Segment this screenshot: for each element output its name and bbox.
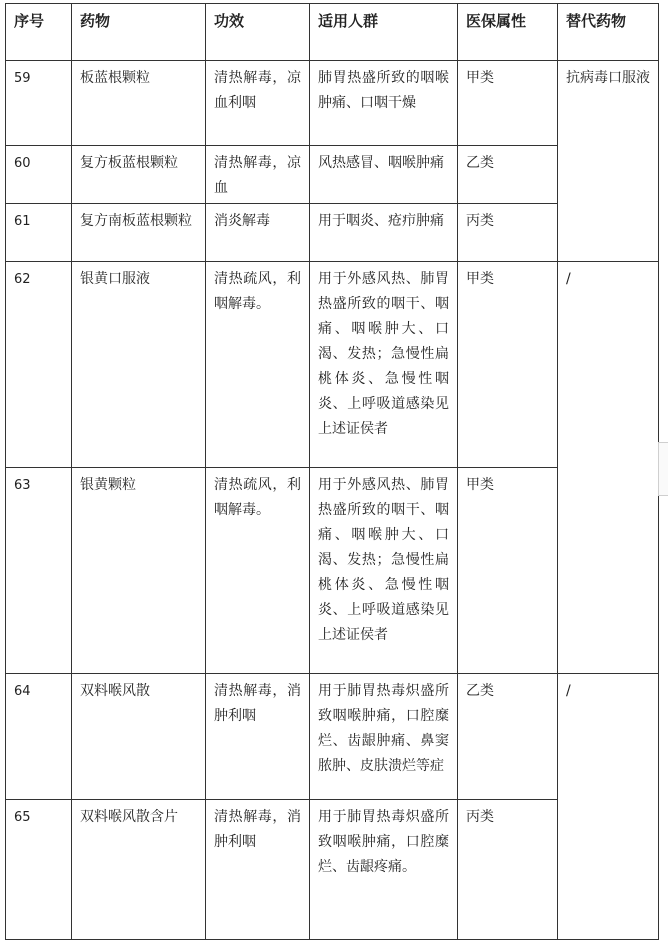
row-no: 65: [6, 800, 72, 940]
header-row: [6, 4, 659, 61]
row-effect: 清热疏风，利咽解毒。: [206, 468, 310, 674]
row-population: 用于肺胃热毒炽盛所致咽喉肿痛，口腔糜烂、齿龈疼痛。: [310, 800, 458, 940]
row-effect: 清热解毒，凉血: [206, 146, 310, 204]
row-effect: 清热疏风，利咽解毒。: [206, 262, 310, 468]
row-no: 64: [6, 674, 72, 800]
row-effect: 清热解毒，消肿利咽: [206, 674, 310, 800]
header-alternative: 替代药物: [558, 4, 659, 61]
table-row: [6, 674, 659, 800]
row-insurance: 甲类: [458, 262, 558, 468]
row-drug: 双料喉风散: [72, 674, 206, 800]
row-insurance: 乙类: [458, 146, 558, 204]
row-drug: 银黄颗粒: [72, 468, 206, 674]
row-effect: 清热解毒，凉血利咽: [206, 61, 310, 146]
table-row: [6, 61, 659, 146]
row-no: 63: [6, 468, 72, 674]
row-alternative: /: [558, 262, 659, 674]
header-drug: 药物: [72, 4, 206, 61]
row-effect: 清热解毒，消肿利咽: [206, 800, 310, 940]
row-drug: 复方南板蓝根颗粒: [72, 204, 206, 262]
row-drug: 银黄口服液: [72, 262, 206, 468]
drug-table: [5, 3, 659, 940]
row-population: 风热感冒、咽喉肿痛: [310, 146, 458, 204]
row-drug: 复方板蓝根颗粒: [72, 146, 206, 204]
row-insurance: 乙类: [458, 674, 558, 800]
row-drug: 双料喉风散含片: [72, 800, 206, 940]
row-no: 59: [6, 61, 72, 146]
row-effect: 消炎解毒: [206, 204, 310, 262]
row-no: 61: [6, 204, 72, 262]
row-population: 肺胃热盛所致的咽喉肿痛、口咽干燥: [310, 61, 458, 146]
row-no: 60: [6, 146, 72, 204]
side-scroll-tab[interactable]: [658, 442, 668, 496]
row-no: 62: [6, 262, 72, 468]
header-effect: 功效: [206, 4, 310, 61]
row-population: 用于咽炎、疮疖肿痛: [310, 204, 458, 262]
header-no: 序号: [6, 4, 72, 61]
row-population: 用于外感风热、肺胃热盛所致的咽干、咽痛、咽喉肿大、口渴、发热；急慢性扁桃体炎、急慢性咽炎、上呼吸道感染见上述证侯者: [310, 468, 458, 674]
row-insurance: 甲类: [458, 468, 558, 674]
row-alternative: 抗病毒口服液: [558, 61, 659, 262]
row-insurance: 丙类: [458, 800, 558, 940]
header-population: 适用人群: [310, 4, 458, 61]
header-insurance: 医保属性: [458, 4, 558, 61]
row-alternative: /: [558, 674, 659, 940]
row-insurance: 丙类: [458, 204, 558, 262]
row-population: 用于外感风热、肺胃热盛所致的咽干、咽痛、咽喉肿大、口渴、发热；急慢性扁桃体炎、急慢性咽炎、上呼吸道感染见上述证侯者: [310, 262, 458, 468]
row-population: 用于肺胃热毒炽盛所致咽喉肿痛，口腔糜烂、齿龈肿痛、鼻窦脓肿、皮肤溃烂等症: [310, 674, 458, 800]
row-drug: 板蓝根颗粒: [72, 61, 206, 146]
table-row: [6, 262, 659, 468]
row-insurance: 甲类: [458, 61, 558, 146]
